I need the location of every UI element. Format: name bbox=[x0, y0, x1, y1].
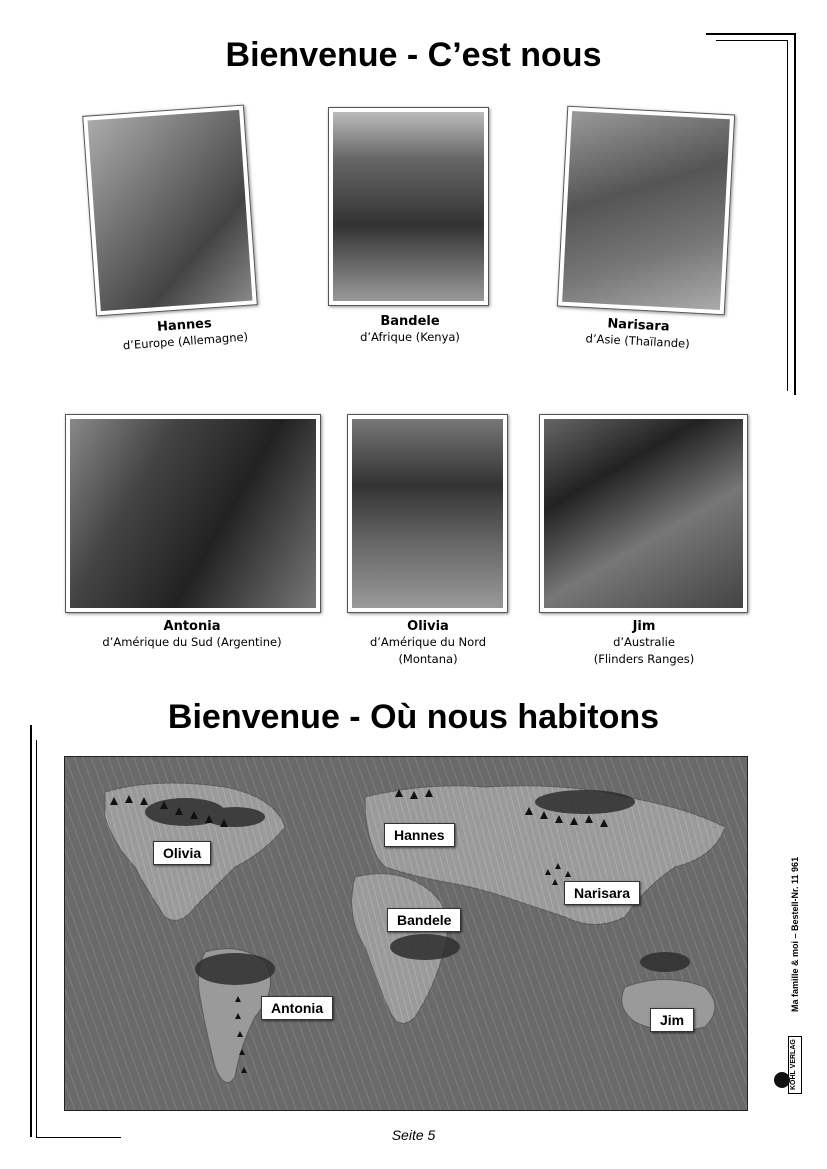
caption-bandele bbox=[330, 314, 490, 346]
photo-antonia bbox=[65, 414, 321, 613]
name-label: Hannes bbox=[156, 316, 213, 335]
map-label-antonia: Antonia bbox=[261, 996, 333, 1020]
map-label-hannes: Hannes bbox=[384, 823, 455, 847]
tree-logo-icon bbox=[774, 1072, 790, 1088]
name-label: Olivia bbox=[407, 619, 449, 634]
publisher-logo bbox=[774, 1036, 814, 1098]
name-label: Jim bbox=[632, 619, 656, 634]
caption-jim bbox=[564, 619, 724, 668]
publisher-name: KOHL VERLAG bbox=[790, 1039, 797, 1090]
page-title: Bienvenue - C’est nous bbox=[225, 36, 602, 74]
origin-label: d’Amérique du Nord bbox=[369, 635, 487, 649]
caption-narisara bbox=[557, 314, 718, 354]
map-label-narisara: Narisara bbox=[564, 881, 640, 905]
photo-jim bbox=[539, 414, 748, 613]
page-number: Seite 5 bbox=[391, 1127, 436, 1143]
map-label-olivia: Olivia bbox=[153, 841, 211, 865]
caption-olivia bbox=[348, 619, 508, 668]
origin-label-2: (Montana) bbox=[398, 652, 458, 666]
caption-antonia bbox=[90, 619, 294, 651]
map-label-bandele: Bandele bbox=[387, 908, 461, 932]
world-map bbox=[64, 756, 748, 1111]
name-label: Antonia bbox=[163, 619, 221, 634]
photo-bandele bbox=[328, 107, 489, 306]
caption-hannes bbox=[104, 312, 266, 355]
name-label: Bandele bbox=[380, 314, 440, 329]
origin-label: d’Europe (Allemagne) bbox=[122, 329, 249, 353]
world-map-graphic bbox=[65, 757, 747, 1110]
sidebar-order-text: Ma famille & moi – Bestell-Nr. 11 961 bbox=[790, 856, 800, 1012]
photo-hannes bbox=[82, 105, 258, 317]
name-label: Narisara bbox=[606, 316, 670, 335]
map-label-jim: Jim bbox=[650, 1008, 694, 1032]
origin-label-2: (Flinders Ranges) bbox=[593, 652, 695, 666]
section-title-map: Bienvenue - Où nous habitons bbox=[167, 698, 660, 736]
origin-label: d’Australie bbox=[613, 635, 675, 649]
origin-label: d’Afrique (Kenya) bbox=[360, 330, 460, 344]
origin-label: d’Amérique du Sud (Argentine) bbox=[102, 635, 282, 649]
origin-label: d’Asie (Thaïlande) bbox=[585, 331, 691, 351]
photo-olivia bbox=[347, 414, 508, 613]
photo-narisara bbox=[557, 106, 735, 316]
